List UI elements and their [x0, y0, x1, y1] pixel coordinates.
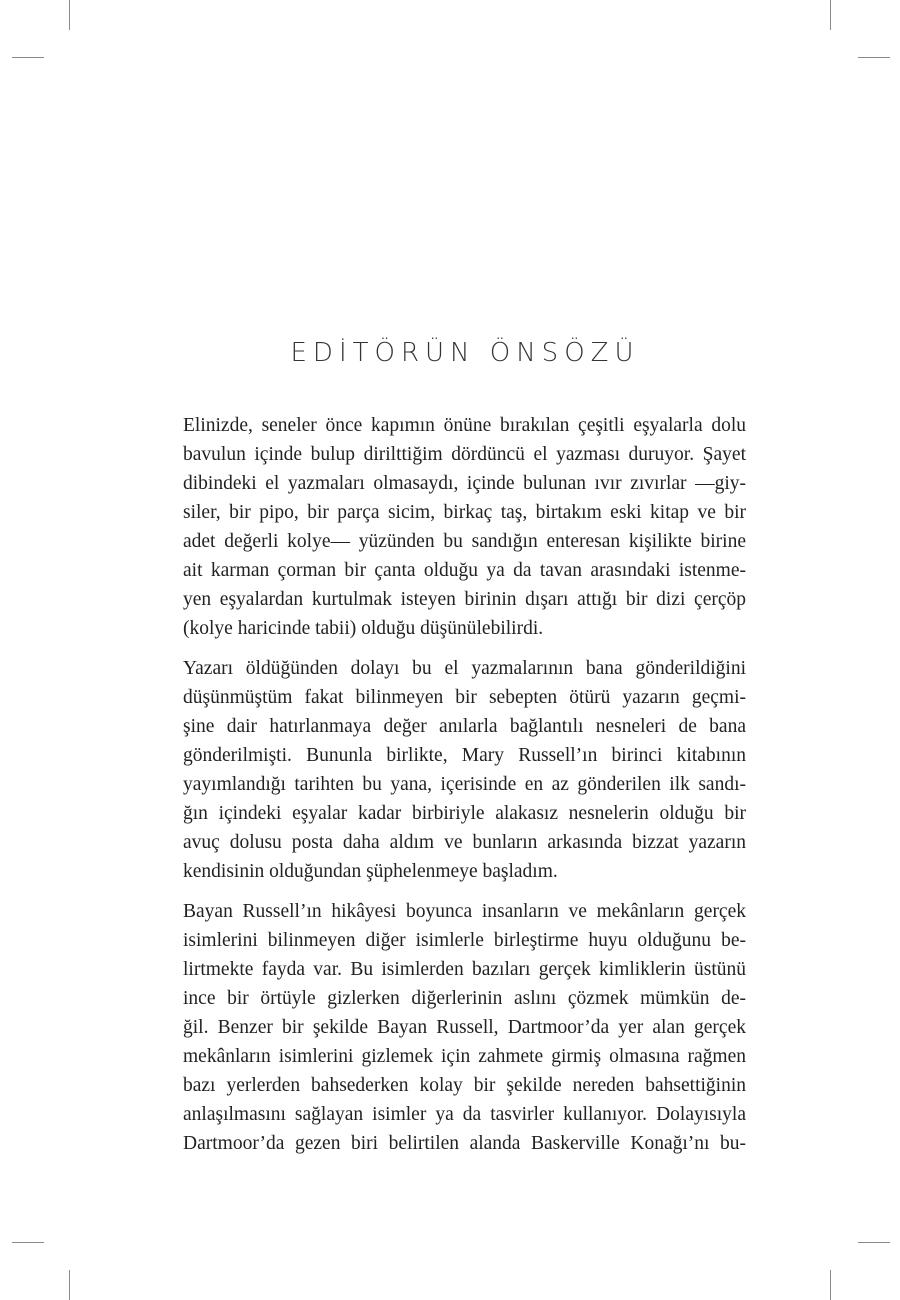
crop-mark-bottom-left-horizontal — [12, 1242, 44, 1243]
text-line: bavulun içinde bulup dirilttiğim dördüncü el yazması duruyor. Şayet — [183, 444, 746, 465]
text-line: yen eşyalardan kurtulmak isteyen birinin dışarı attığı bir dizi çerçöp — [183, 589, 746, 610]
text-line: siler, bir pipo, bir parça sicim, birkaç taş, birtakım eski kitap ve bir — [183, 502, 746, 523]
crop-mark-top-right-horizontal — [858, 57, 890, 58]
text-line: Yazarı öldüğünden dolayı bu el yazmalarının bana gönderildiğini — [183, 658, 746, 679]
crop-mark-bottom-right-horizontal — [858, 1242, 890, 1243]
text-line: şine dair hatırlanmaya değer anılarla bağlantılı nesneleri de bana — [183, 716, 746, 737]
paragraph-3 — [183, 897, 746, 1158]
paragraph-2 — [183, 654, 746, 886]
paragraph-1 — [183, 411, 746, 643]
text-line: Dartmoor’da gezen biri belirtilen alanda Baskerville Konağı’nı bu- — [183, 1133, 746, 1154]
text-line: (kolye haricinde tabii) olduğu düşünülebilirdi. — [183, 618, 544, 639]
text-line: ğil. Benzer bir şekilde Bayan Russell, Dartmoor’da yer alan gerçek — [183, 1017, 746, 1038]
crop-mark-bottom-left-vertical — [69, 1270, 70, 1300]
text-line: avuç dolusu posta daha aldım ve bunların arkasında bizzat yazarın — [183, 832, 746, 853]
text-line: dibindeki el yazmaları olmasaydı, içinde bulunan ıvır zıvırlar —giy- — [183, 473, 746, 494]
text-line: mekânların isimlerini gizlemek için zahmete girmiş olmasına rağmen — [183, 1046, 746, 1067]
text-line: lirtmekte fayda var. Bu isimlerden bazıları gerçek kimliklerin üstünü — [183, 959, 746, 980]
text-line: adet değerli kolye— yüzünden bu sandığın enteresan kişilikte birine — [183, 531, 746, 552]
crop-mark-bottom-right-vertical — [830, 1270, 831, 1300]
text-line: yayımlandığı tarihten bu yana, içerisinde en az gönderilen ilk sandı- — [183, 774, 746, 795]
text-line: ait karman çorman bir çanta olduğu ya da tavan arasındaki istenme- — [183, 560, 746, 581]
crop-mark-top-left-vertical — [69, 0, 70, 30]
body-text — [183, 411, 746, 1169]
text-line: isimlerini bilinmeyen diğer isimlerle birleştirme huyu olduğunu be- — [183, 930, 746, 951]
crop-mark-top-left-horizontal — [12, 57, 44, 58]
text-line: ğın içindeki eşyalar kadar birbiriyle alakasız nesnelerin olduğu bir — [183, 803, 746, 824]
text-line: gönderilmişti. Bununla birlikte, Mary Russell’ın birinci kitabının — [183, 745, 746, 766]
text-line: Elinizde, seneler önce kapımın önüne bırakılan çeşitli eşyalarla dolu — [183, 415, 746, 436]
crop-mark-top-right-vertical — [830, 0, 831, 30]
text-line: kendisinin olduğundan şüphelenmeye başladım. — [183, 861, 558, 882]
text-line: Bayan Russell’ın hikâyesi boyunca insanların ve mekânların gerçek — [183, 901, 746, 922]
text-line: ince bir örtüyle gizlerken diğerlerinin aslını çözmek mümkün de- — [183, 988, 746, 1009]
text-line: düşünmüştüm fakat bilinmeyen bir sebepten ötürü yazarın geçmi- — [183, 687, 746, 708]
text-line: bazı yerlerden bahsederken kolay bir şekilde nereden bahsettiğinin — [183, 1075, 746, 1096]
text-line: anlaşılmasını sağlayan isimler ya da tasvirler kullanıyor. Dolayısıyla — [183, 1104, 746, 1125]
page-title: EDİTÖRÜN ÖNSÖZÜ — [290, 338, 640, 368]
